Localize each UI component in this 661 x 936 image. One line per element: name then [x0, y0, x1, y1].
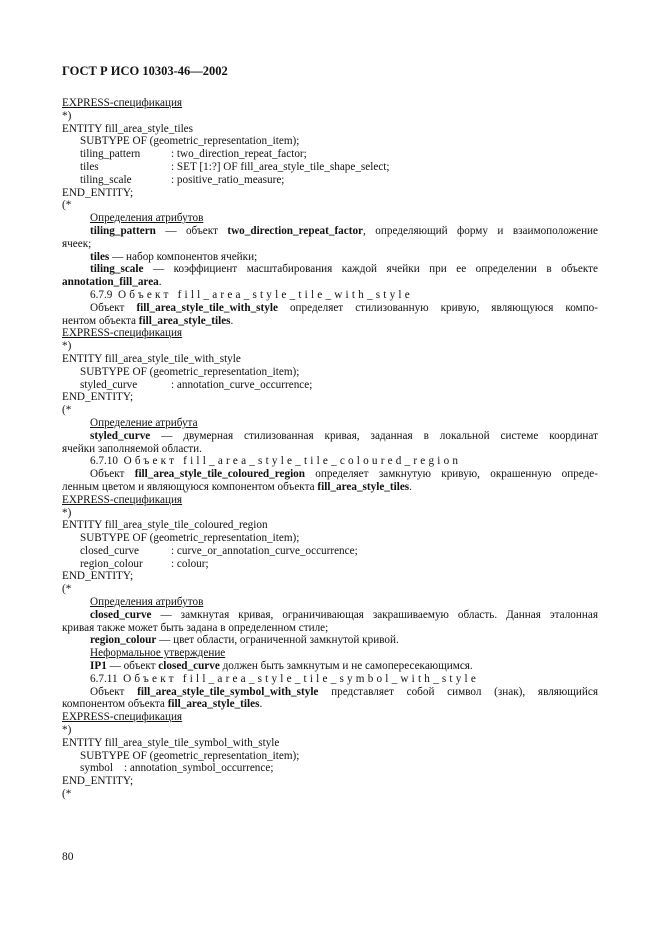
entity-declaration: ENTITY fill_area_style_tile_with_style [62, 352, 241, 365]
comment-open: (* [62, 199, 72, 212]
definition-text: styled_curve — двумерная стилизованная кривая, заданная в локальной системе координат [90, 429, 598, 442]
document-body [62, 97, 598, 801]
express-spec-heading: EXPRESS-спецификация [62, 327, 183, 340]
section-heading: 6.7.11 Объект fill_area_style_tile_symbol_with_style [90, 672, 479, 685]
subtype-line: SUBTYPE OF (geometric_representation_item); [80, 532, 300, 545]
end-entity: END_ENTITY; [62, 186, 134, 199]
entity-declaration: ENTITY fill_area_style_tiles [62, 122, 193, 135]
section-heading: 6.7.9 Объект fill_area_style_tile_with_style [90, 288, 413, 301]
comment-open: (* [62, 404, 72, 417]
end-entity: END_ENTITY; [62, 391, 134, 404]
section-paragraph-continuation: ленным цветом и являющуюся компонентом объекта fill_area_style_tiles. [62, 480, 412, 493]
attribute-line: tiles : SET [1:?] OF fill_area_style_tile_shape_select; [80, 160, 390, 173]
page-header: ГОСТ Р ИСО 10303-46—2002 [62, 64, 228, 78]
section-heading: 6.7.10 Объект fill_area_style_tile_coloured_region [90, 455, 462, 468]
definition-continuation: ячейки заполняемой области. [62, 442, 202, 455]
express-spec-heading: EXPRESS-спецификация [62, 711, 183, 724]
attribute-line: closed_curve : curve_or_annotation_curve_occurrence; [80, 544, 358, 557]
comment-close: *) [62, 109, 72, 122]
definition-text: tiles — набор компонентов ячейки; [90, 250, 258, 263]
end-entity: END_ENTITY; [62, 775, 134, 788]
attribute-line: styled_curve : annotation_curve_occurrence; [80, 378, 313, 391]
definitions-heading: Определения атрибутов [90, 212, 204, 225]
comment-close: *) [62, 340, 72, 353]
definition-text: closed_curve — замкнутая кривая, ограничивающая закрашиваемую область. Данная эталонная [90, 608, 598, 621]
comment-open: (* [62, 788, 72, 801]
definition-continuation: ячеек; [62, 237, 92, 250]
subtype-line: SUBTYPE OF (geometric_representation_item); [80, 135, 300, 148]
express-spec-heading: EXPRESS-спецификация [62, 97, 183, 109]
definitions-heading: Определение атрибута [90, 416, 198, 429]
subtype-line: SUBTYPE OF (geometric_representation_item); [80, 365, 300, 378]
subtype-line: SUBTYPE OF (geometric_representation_item); [80, 749, 300, 762]
comment-close: *) [62, 724, 72, 737]
comment-open: (* [62, 583, 72, 596]
end-entity: END_ENTITY; [62, 570, 134, 583]
definition-text: tiling_scale — коэффициент масштабирования каждой ячейки при ее определении в объекте [90, 263, 598, 276]
section-paragraph: Объект fill_area_style_tile_with_style определяет стилизованную кривую, являющуюся компо- [90, 301, 599, 314]
entity-declaration: ENTITY fill_area_style_tile_symbol_with_style [62, 736, 280, 749]
definitions-heading: Определения атрибутов [90, 596, 204, 609]
attribute-line: symbol : annotation_symbol_occurrence; [80, 762, 274, 775]
informal-proposition: IP1 — объект closed_curve должен быть замкнутым и не самопересекающимся. [90, 660, 473, 673]
express-spec-heading: EXPRESS-спецификация [62, 493, 183, 506]
definition-continuation: кривая также может быть задана в определенном стиле; [62, 621, 329, 634]
section-paragraph: Объект fill_area_style_tile_symbol_with_style представляет собой символ (знак), являющийся [90, 685, 598, 698]
attribute-line: tiling_scale : positive_ratio_measure; [80, 173, 285, 186]
section-paragraph-continuation: нентом объекта fill_area_style_tiles. [62, 314, 234, 327]
attribute-line: tiling_pattern : two_direction_repeat_factor; [80, 148, 307, 161]
page-number: 80 [62, 851, 74, 863]
entity-declaration: ENTITY fill_area_style_tile_coloured_region [62, 519, 268, 532]
comment-close: *) [62, 506, 72, 519]
informal-heading: Неформальное утверждение [90, 647, 226, 660]
definition-text: region_colour — цвет области, ограниченной замкнутой кривой. [90, 634, 399, 647]
definition-text: tiling_pattern — объект two_direction_repeat_factor, определяющий форму и взаимоположение [90, 224, 599, 237]
section-paragraph: Объект fill_area_style_tile_coloured_region определяет замкнутую кривую, окрашенную опреде- [90, 468, 598, 481]
definition-continuation: annotation_fill_area. [62, 276, 162, 289]
attribute-line: region_colour : colour; [80, 557, 209, 570]
section-paragraph-continuation: компонентом объекта fill_area_style_tiles. [62, 698, 263, 711]
